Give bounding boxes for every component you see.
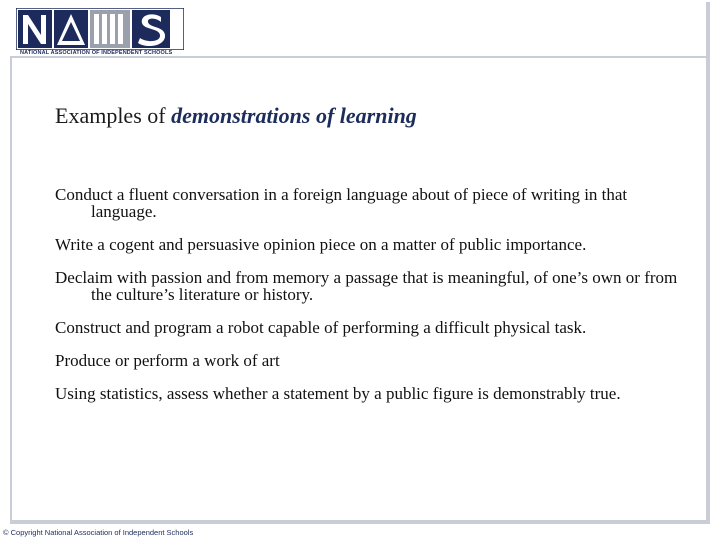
list-item: Conduct a fluent conversation in a foreign language about of piece of writing in that language.	[55, 185, 628, 221]
slide-frame-right	[706, 2, 710, 524]
logo-caption: NATIONAL ASSOCIATION OF INDEPENDENT SCHOOLS	[20, 50, 173, 56]
list-item: Construct and program a robot capable of performing a difficult physical task.	[55, 318, 587, 337]
list-item: Declaim with passion and from memory a passage that is meaningful, of one’s own or from the culture’s literature or history.	[55, 268, 678, 304]
title-plain: Examples of	[55, 103, 172, 128]
slide-frame-left	[10, 56, 12, 524]
slide-title	[55, 101, 695, 131]
list-item: Write a cogent and persuasive opinion piece on a matter of public importance.	[55, 235, 587, 254]
slide-frame-bottom	[10, 520, 710, 524]
list-item: Using statistics, assess whether a statement by a public figure is demonstrably true.	[55, 384, 621, 403]
copyright-footer: © Copyright National Association of Independent Schools	[3, 528, 194, 537]
title-emphasis: demonstrations of learning	[171, 103, 417, 128]
examples-list	[55, 186, 685, 418]
list-item: Produce or perform a work of art	[55, 351, 280, 370]
